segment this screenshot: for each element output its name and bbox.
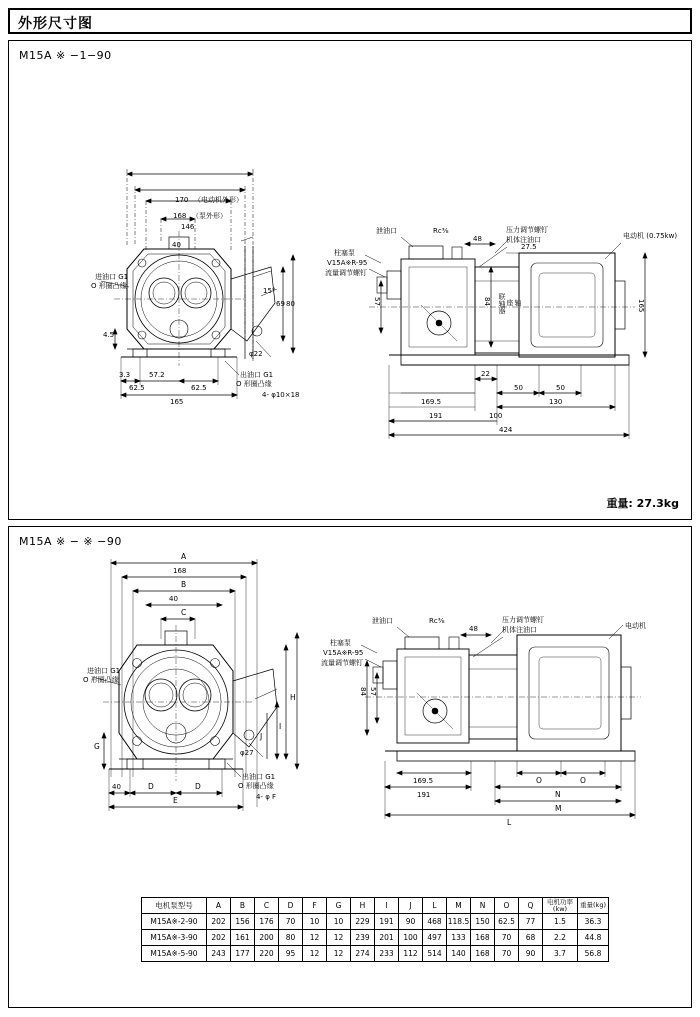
dim-40-2: 40 xyxy=(169,595,178,603)
cell-model: M15A※-3-90 xyxy=(142,930,207,946)
dim-424: 424 xyxy=(499,426,513,434)
dim-50-b: 50 xyxy=(556,384,565,392)
dim-27-5: 27.5 xyxy=(521,243,537,251)
cell-C: 220 xyxy=(255,946,279,962)
cell-Q: 90 xyxy=(519,946,543,962)
cell-O: 62.5 xyxy=(495,914,519,930)
cell-F: 10 xyxy=(303,914,327,930)
spec-table xyxy=(141,897,609,962)
cell-I: 191 xyxy=(375,914,399,930)
note2-outlet-port: 出油口 G1 xyxy=(242,773,276,781)
note-inlet-port: 进油口 G1 xyxy=(95,273,129,281)
cell-A: 202 xyxy=(207,930,231,946)
cell-weight: 56.8 xyxy=(578,946,609,962)
cell-L: 514 xyxy=(423,946,447,962)
section-model-label: M15A ※ −1−90 xyxy=(19,49,112,62)
th-M: M xyxy=(447,898,471,914)
cell-D: 70 xyxy=(279,914,303,930)
cell-G: 12 xyxy=(327,946,351,962)
dim-48: 48 xyxy=(473,235,482,243)
note-inlet-flange: O 形圈凸缘 xyxy=(91,282,127,290)
cell-O: 70 xyxy=(495,946,519,962)
cell-N: 168 xyxy=(471,946,495,962)
cell-Q: 77 xyxy=(519,914,543,930)
th-N: N xyxy=(471,898,495,914)
dim-191: 191 xyxy=(429,412,443,420)
section2-model-label: M15A ※ − ※ −90 xyxy=(19,535,122,548)
dim-57-2: 57.2 xyxy=(149,371,165,379)
dim-168: 168 xyxy=(173,212,187,220)
dim-22: 22 xyxy=(481,370,490,378)
dim2-N: N xyxy=(555,790,561,799)
cell-power: 1.5 xyxy=(543,914,578,930)
dim-A: A xyxy=(181,552,187,561)
note-oil-fill-port: 机体注油口 xyxy=(506,236,541,244)
note-outlet-flange: O 形圈凸缘 xyxy=(236,380,272,388)
dim-H: H xyxy=(290,693,296,702)
dim-B: B xyxy=(181,580,187,589)
cell-model: M15A※-2-90 xyxy=(142,914,207,930)
dim-I: I xyxy=(279,722,282,731)
dim2-O-a: O xyxy=(536,776,542,785)
th-C: C xyxy=(255,898,279,914)
spec-table-wrapper xyxy=(141,897,609,962)
cell-J: 90 xyxy=(399,914,423,930)
dim-phi27: φ27 xyxy=(240,749,254,757)
dim-D-b: D xyxy=(195,782,201,791)
drawing-area-1 xyxy=(9,41,691,519)
note2-flow-adjust-screw: 流量调节螺钉 xyxy=(321,659,363,667)
note2-pump-model: V15A※R-95 xyxy=(323,649,364,657)
dim-D-a: D xyxy=(148,782,154,791)
table-row xyxy=(142,914,609,930)
note-motor: 电动机 (0.75kw) xyxy=(623,232,678,240)
cell-N: 150 xyxy=(471,914,495,930)
cell-M: 140 xyxy=(447,946,471,962)
cell-H: 239 xyxy=(351,930,375,946)
cell-B: 156 xyxy=(231,914,255,930)
note2-outlet-flange: O 形圈凸缘 xyxy=(238,782,274,790)
drawing-svg-1 xyxy=(9,41,693,521)
note-rc38: Rc⅜ xyxy=(433,227,449,235)
th-B: B xyxy=(231,898,255,914)
cell-B: 161 xyxy=(231,930,255,946)
cell-A: 202 xyxy=(207,914,231,930)
cell-power: 3.7 xyxy=(543,946,578,962)
table-row xyxy=(142,930,609,946)
note2-bolt-holes: 4- φ F xyxy=(256,793,277,801)
dim-80: 80 xyxy=(286,300,295,308)
cell-N: 168 xyxy=(471,930,495,946)
note-base: 座 xyxy=(506,299,514,306)
note-pump-model: V15A※R-95 xyxy=(327,259,368,267)
th-Q: Q xyxy=(519,898,543,914)
note-flow-adjust-screw: 流量调节螺钉 xyxy=(325,269,367,277)
note2-piston-pump: 柱塞泵 xyxy=(330,639,351,647)
dim-50-a: 50 xyxy=(514,384,523,392)
note2-rc38: Rc⅜ xyxy=(429,617,445,625)
dim2-L: L xyxy=(507,818,512,827)
note2-motor: 电动机 xyxy=(625,622,646,630)
dim-69: 69 xyxy=(276,300,285,308)
cell-M: 133 xyxy=(447,930,471,946)
cell-M: 118.5 xyxy=(447,914,471,930)
th-H: H xyxy=(351,898,375,914)
dim-E: E xyxy=(173,796,178,805)
cell-D: 95 xyxy=(279,946,303,962)
dim-62-5-b: 62.5 xyxy=(191,384,207,392)
th-A: A xyxy=(207,898,231,914)
cell-C: 200 xyxy=(255,930,279,946)
note-motor-outline: （电动机外形） xyxy=(194,196,243,204)
section-m15a-x-90 xyxy=(8,526,692,1008)
cell-power: 2.2 xyxy=(543,930,578,946)
dim-170: 170 xyxy=(175,196,189,204)
dim-4-5: 4.5 xyxy=(103,331,115,339)
page-title: 外形尺寸图 xyxy=(18,16,93,32)
cell-O: 70 xyxy=(495,930,519,946)
th-power-line1: 电机功率 xyxy=(547,897,573,906)
dim-3-3: 3.3 xyxy=(119,371,131,379)
cell-B: 177 xyxy=(231,946,255,962)
dim2-57: 57 xyxy=(369,687,377,696)
cell-weight: 44.8 xyxy=(578,930,609,946)
th-D: D xyxy=(279,898,303,914)
note2-oil-fill-port: 机体注油口 xyxy=(502,626,537,634)
weight-label: 重量: 27.3kg xyxy=(606,497,679,510)
th-F: F xyxy=(303,898,327,914)
table-header-row xyxy=(142,898,609,914)
note-coupling: 联轴器 xyxy=(498,293,506,314)
th-G: G xyxy=(327,898,351,914)
note-outlet-port: 出油口 G1 xyxy=(240,371,274,379)
dim-40: 40 xyxy=(172,241,181,249)
note-pressure-adjust-screw: 压力调节螺钉 xyxy=(506,226,548,234)
cell-J: 112 xyxy=(399,946,423,962)
cell-A: 243 xyxy=(207,946,231,962)
th-power-line2: (kw) xyxy=(552,904,568,913)
cell-F: 12 xyxy=(303,930,327,946)
section-m15a-1-90 xyxy=(8,40,692,520)
cell-model: M15A※-5-90 xyxy=(142,946,207,962)
dim-G: G xyxy=(94,742,100,751)
note-shaft: 轴 xyxy=(514,299,522,306)
cell-Q: 68 xyxy=(519,930,543,946)
note2-inlet-port: 进油口 G1 xyxy=(87,667,121,675)
dim-165: 165 xyxy=(170,398,184,406)
cell-J: 100 xyxy=(399,930,423,946)
dim-146: 146 xyxy=(181,223,195,231)
cell-I: 233 xyxy=(375,946,399,962)
note-piston-pump: 柱塞泵 xyxy=(334,249,355,257)
note2-inlet-flange: O 形圈凸缘 xyxy=(83,676,119,684)
note2-pressure-adjust-screw: 压力调节螺钉 xyxy=(502,616,544,624)
dim-15deg: 15° xyxy=(263,287,276,295)
cell-I: 201 xyxy=(375,930,399,946)
dim-130: 130 xyxy=(549,398,563,406)
note-bolt-holes: 4- φ10×18 xyxy=(262,391,300,399)
dim-84: 84 xyxy=(483,297,491,306)
note-pump-outline: （泵外形） xyxy=(192,212,227,220)
dim2-M: M xyxy=(555,804,562,813)
cell-G: 10 xyxy=(327,914,351,930)
dim-168-2: 168 xyxy=(173,567,187,575)
dim-phi22: φ22 xyxy=(249,350,263,358)
cell-D: 80 xyxy=(279,930,303,946)
cell-H: 229 xyxy=(351,914,375,930)
page-header xyxy=(8,8,692,34)
dim-62-5-a: 62.5 xyxy=(129,384,145,392)
th-model: 电机泵型号 xyxy=(142,898,207,914)
th-O: O xyxy=(495,898,519,914)
note-drain-port: 泄油口 xyxy=(376,227,397,235)
dim-57: 57 xyxy=(373,297,381,306)
cell-C: 176 xyxy=(255,914,279,930)
cell-L: 497 xyxy=(423,930,447,946)
dim2-169-5: 169.5 xyxy=(413,777,434,785)
th-L: L xyxy=(423,898,447,914)
cell-L: 468 xyxy=(423,914,447,930)
th-weight: 重量(kg) xyxy=(578,898,609,914)
cell-weight: 36.3 xyxy=(578,914,609,930)
table-row xyxy=(142,946,609,962)
dim2-48: 48 xyxy=(469,625,478,633)
dim-100: 100 xyxy=(489,412,503,420)
note2-drain-port: 泄油口 xyxy=(372,617,393,625)
dim-C: C xyxy=(181,608,187,617)
dim-J: J xyxy=(260,732,263,741)
th-I: I xyxy=(375,898,399,914)
cell-H: 274 xyxy=(351,946,375,962)
dim-169-5: 169.5 xyxy=(421,398,442,406)
th-J: J xyxy=(399,898,423,914)
dim-165-side: 165 xyxy=(637,299,645,313)
cell-G: 12 xyxy=(327,930,351,946)
cell-F: 12 xyxy=(303,946,327,962)
dim2-191: 191 xyxy=(417,791,431,799)
dim2-O-b: O xyxy=(580,776,586,785)
th-power xyxy=(543,898,578,914)
dim2-84: 84 xyxy=(359,687,367,696)
dim-40-3: 40 xyxy=(112,783,121,791)
